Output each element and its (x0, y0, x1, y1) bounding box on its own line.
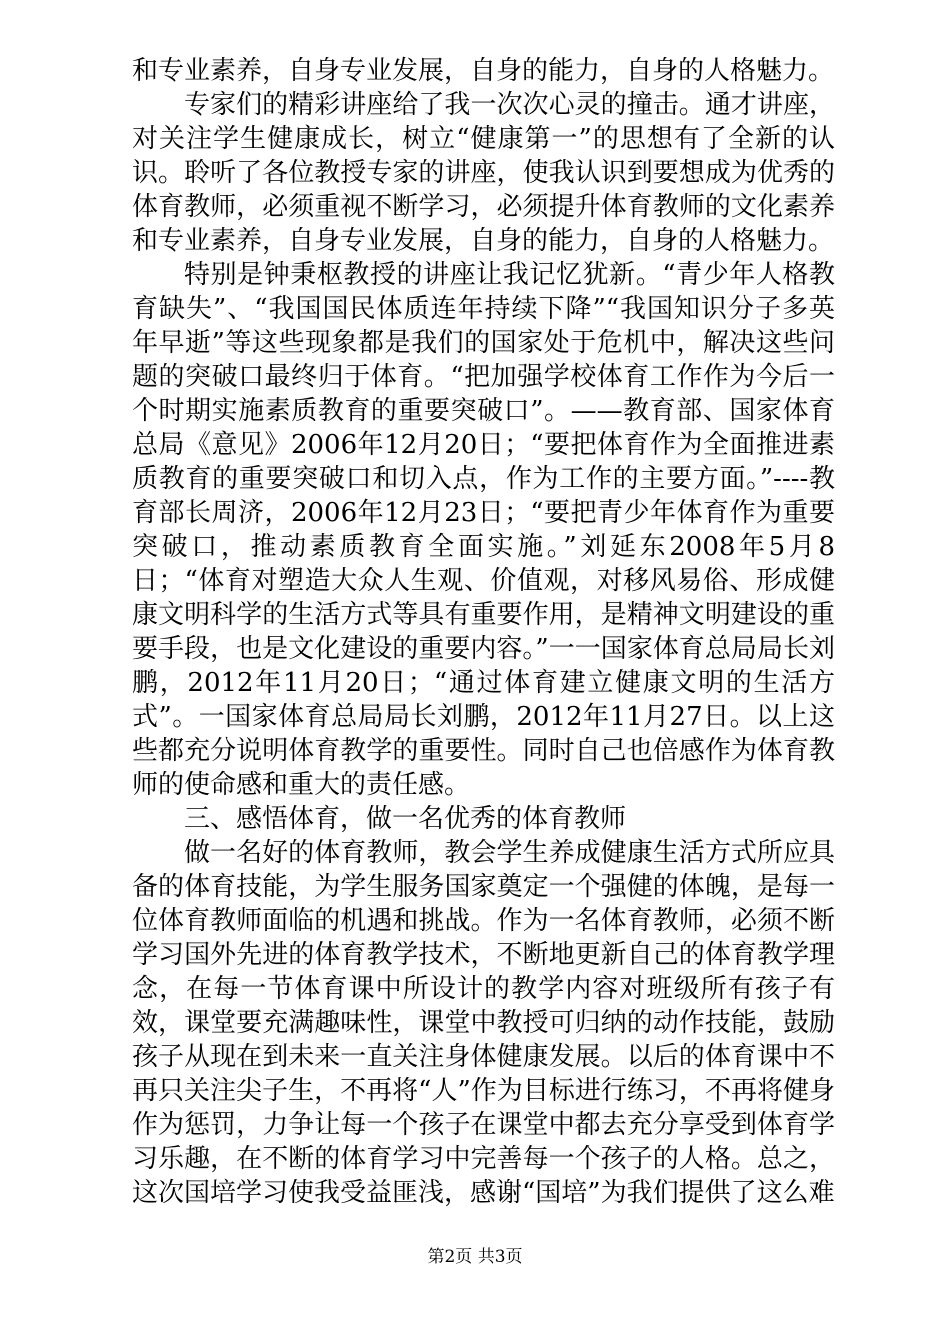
continued-line: 和专业素养，自身专业发展，自身的能力，自身的人格魅力。 (132, 56, 835, 86)
paragraph-lectures: 专家们的精彩讲座给了我一次次心灵的撞击。通才讲座，对关注学生健康成长，树立“健康第一”的思想有了全新的认识。聆听了各位教授专家的讲座，使我认识到要想成为优秀的体育教师，必须重视不断学习，必须提升体育教师的文化素养和专业素养，自身专业发展，自身的能力，自身的人格魅力。 (132, 90, 835, 256)
paragraph-professor-zhong: 特别是钟秉枢教授的讲座让我记忆犹新。“青少年人格教育缺失”、“我国国民体质连年持续下降”“我国知识分子多英年早逝”等这些现象都是我们的国家处于危机中，解决这些问题的突破口最终归于体育。“把加强学校体育工作作为今后一个时期实施素质教育的重要突破口”。——教育部、国家体育总局《意见》2006年12月20日；“要把体育作为全面推进素质教育的重要突破口和切入点，作为工作的主要方面。”----教育部长周济，2006年12月23日；“要把青少年体育作为重要突破口，推动素质教育全面实施。”刘延东2008年5月8日；“体育对塑造大众人生观、价值观，对移风易俗、形成健康文明科学的生活方式等具有重要作用，是精神文明建设的重要手段，也是文化建设的重要内容。”一一国家体育总局局长刘鹏，2012年11月20日；“通过体育建立健康文明的生活方式”。一国家体育总局局长刘鹏，2012年11月27日。以上这些都充分说明体育教学的重要性。同时自己也倍感作为体育教师的使命感和重大的责任感。 (132, 260, 835, 800)
section-heading: 三、感悟体育，做一名优秀的体育教师 (184, 804, 627, 834)
paragraph-good-teacher: 做一名好的体育教师，教会学生养成健康生活方式所应具备的体育技能，为学生服务国家奠定一个强健的体魄，是每一位体育教师面临的机遇和挑战。作为一名体育教师，必须不断学习国外先进的体育教学技术，不断地更新自己的体育教学理念，在每一节体育课中所设计的教学内容对班级所有孩子有效，课堂要充满趣味性，课堂中教授可归纳的动作技能，鼓励孩子从现在到未来一直关注身体健康发展。以后的体育课中不再只关注尖子生，不再将“人”作为目标进行练习，不再将健身作为惩罚，力争让每一个孩子在课堂中都去充分享受到体育学习乐趣，在不断的体育学习中完善每一个孩子的人格。总之，这次国培学习使我受益匪浅，感谢“国培”为我们提供了这么难 (132, 838, 835, 1208)
document-body (132, 54, 835, 1210)
page-number: 第2页 共3页 (427, 1247, 523, 1267)
